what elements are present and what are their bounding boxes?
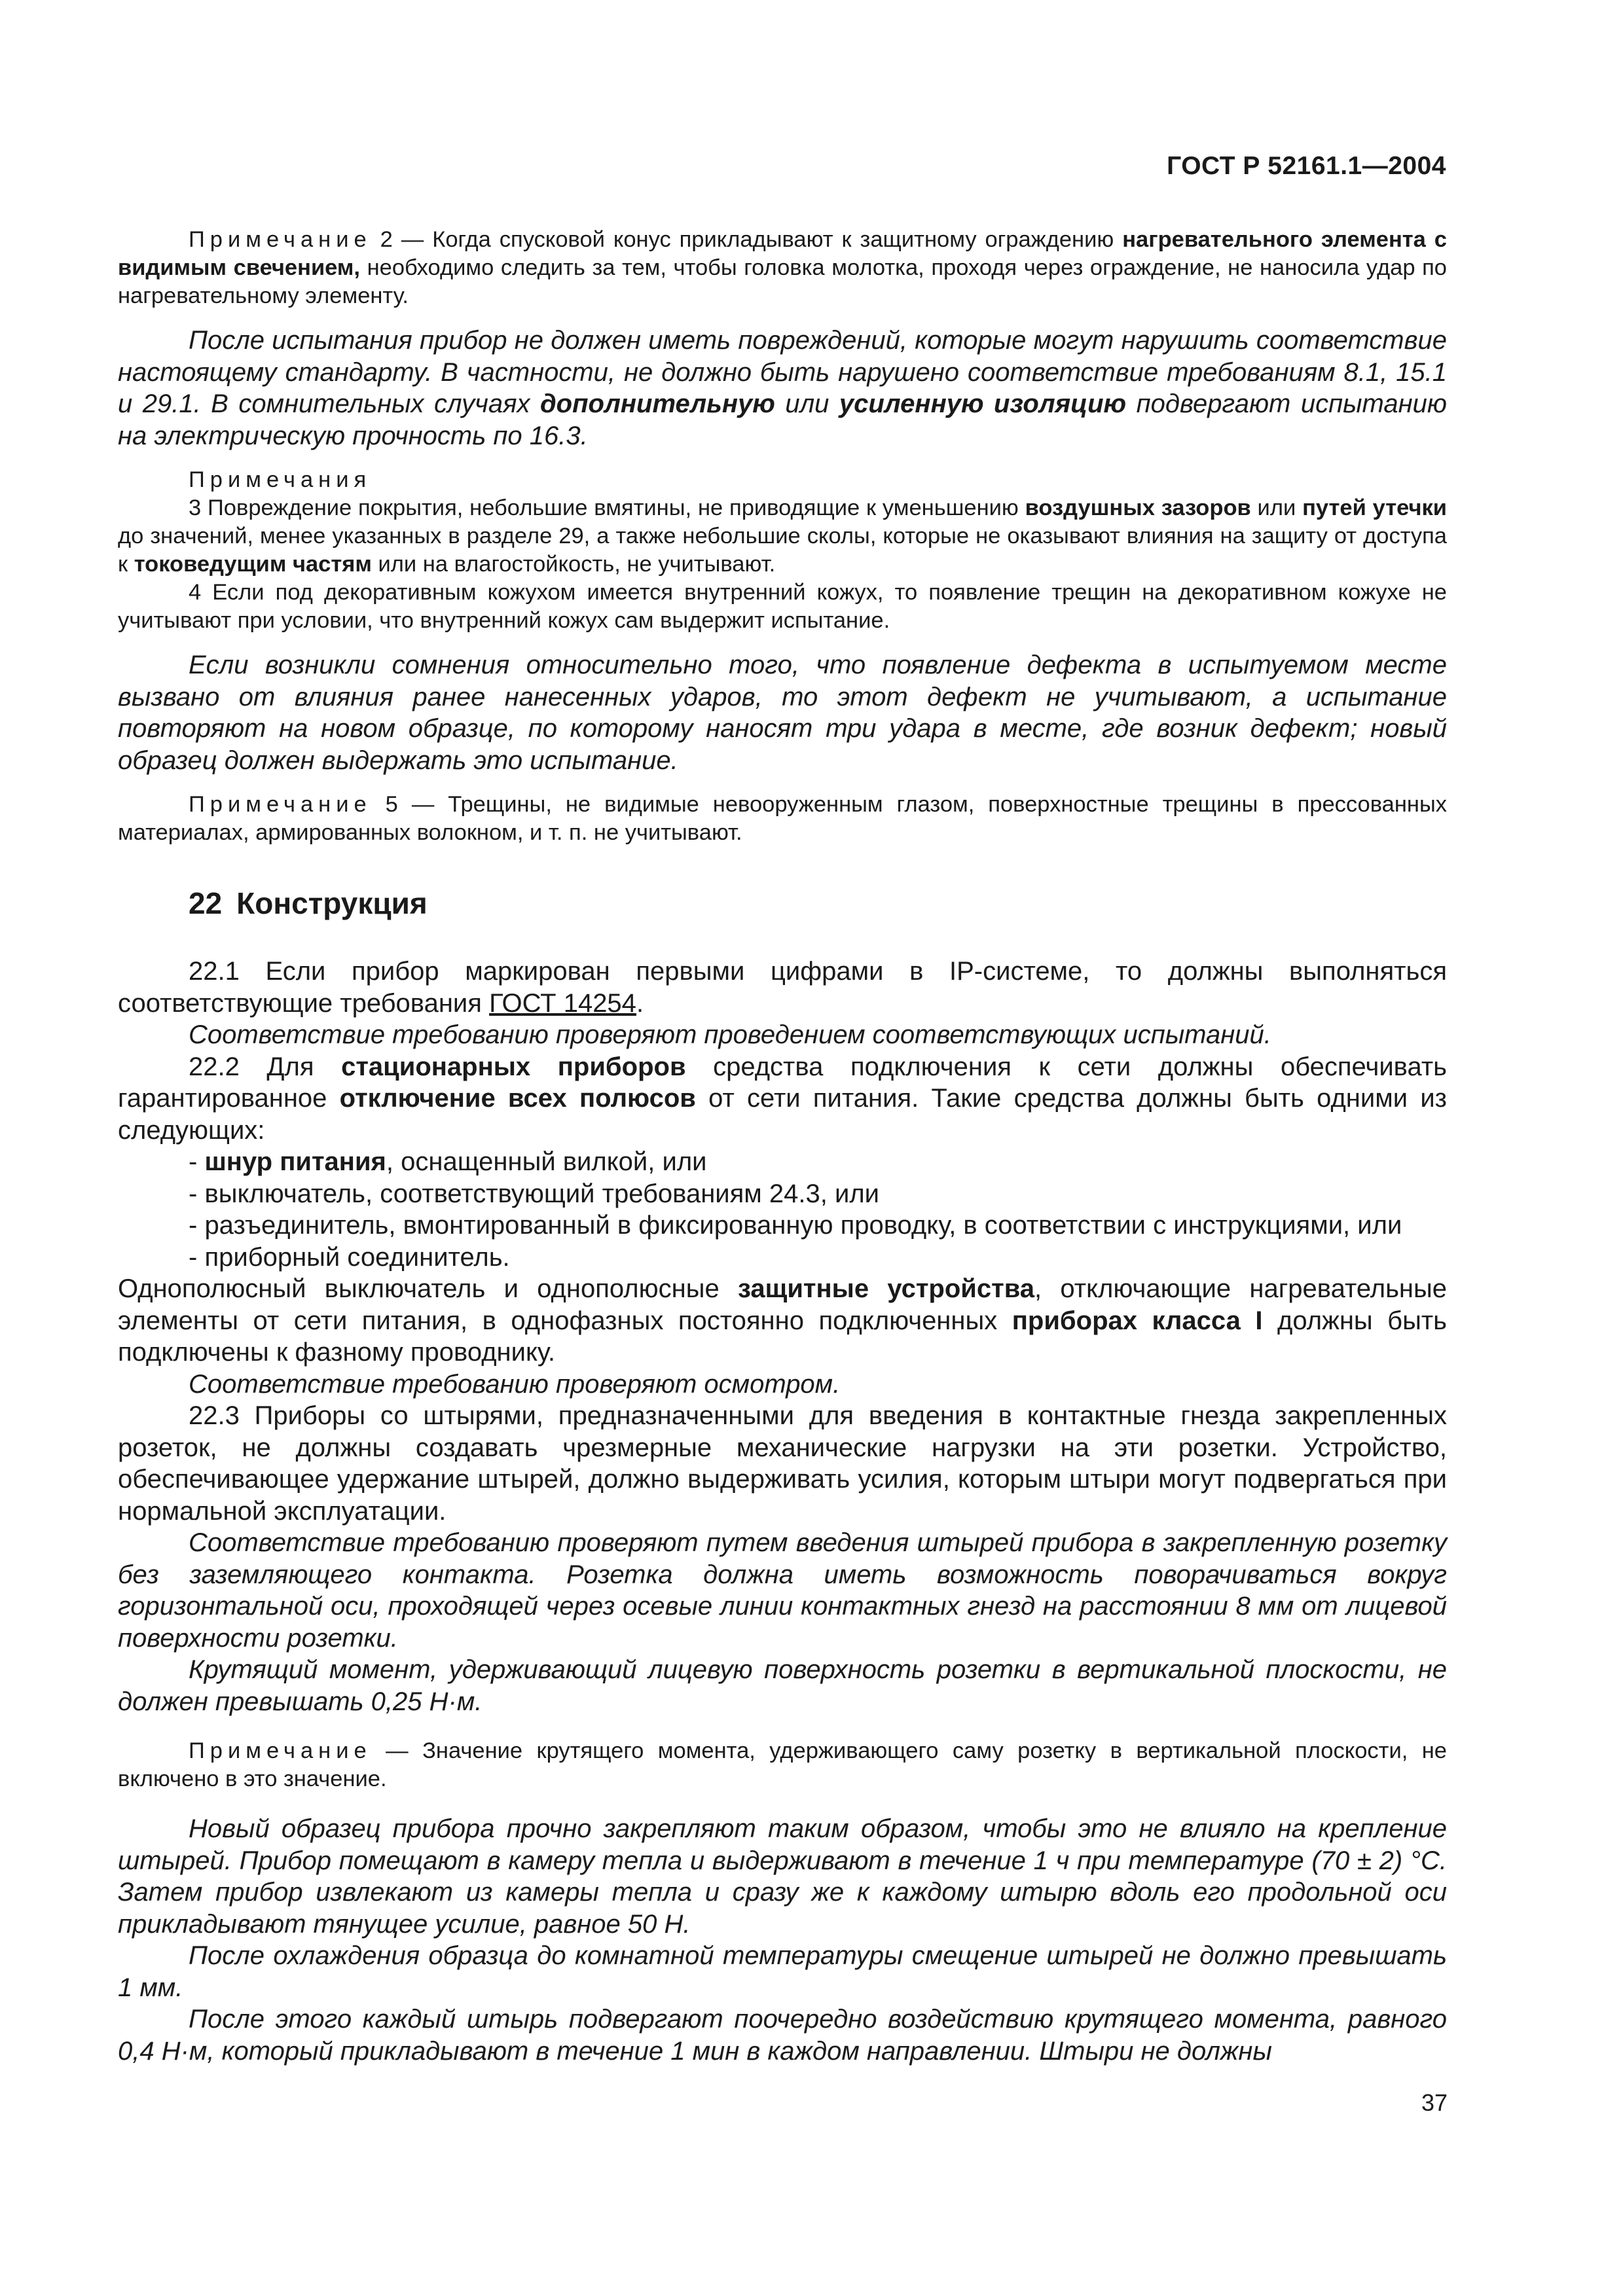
section-heading	[118, 884, 1447, 923]
section-title: Конструкция	[236, 886, 428, 920]
clause-22-1-check: Соответствие требованию проверяют проведением соответствующих испытаний.	[189, 1020, 1271, 1049]
bullet: -	[189, 1242, 205, 1272]
clause-22-3-rotation: После этого каждый штырь подвергают поочередно воздействию крутящего момента, равного 0,4 Н·м, который прикладывают в течение 1 мин в каждом направлении. Штыри не должны	[118, 2005, 1447, 2066]
notes-heading: Примечания	[189, 467, 372, 492]
paragraph-doubt: Если возникли сомнения относительно того, что появление дефекта в испытуемом месте вызвано от влияния ранее нанесенных ударов, то этот дефект не учитывают, а испытание повторяют на новом образце, по которому наносят три удара в месте, где возник дефект; новый образец должен выдержать это испытание.	[118, 651, 1447, 775]
text: приборный соединитель.	[204, 1242, 510, 1272]
note-text: — Значение крутящего момента, удерживающего саму розетку в вертикальной плоскости, не включено в это значение.	[118, 1738, 1447, 1791]
text: до значений, менее указанных в разделе 29, а также небольшие сколы, которые не оказывают влияния на защиту от доступа к	[118, 524, 1447, 577]
text: , оснащенный вилкой, или	[386, 1147, 707, 1176]
term-bold: нагревательного элемента с видимым свечением,	[118, 227, 1447, 280]
term-bold: защитные устройства	[737, 1274, 1035, 1303]
text: .	[636, 988, 644, 1018]
text: 3 Повреждение покрытия, небольшие вмятины, не приводящие к уменьшению	[189, 495, 1025, 520]
text: После испытания прибор не должен иметь повреждений, которые могут нарушить соответствие настоящему стандарту. В частности, не должно быть нарушено соответствие требованиям 8.1, 15.1 и 29.1. В сомнительных случаях	[118, 326, 1447, 418]
bullet: -	[189, 1147, 205, 1176]
list-item	[189, 1242, 1447, 1274]
list-item	[189, 1146, 1447, 1178]
page-number: 37	[1421, 2089, 1448, 2116]
paragraph-after-test	[118, 325, 1447, 452]
standard-reference-link[interactable]: ГОСТ 14254	[489, 988, 636, 1018]
list-item	[189, 1210, 1447, 1242]
clause-22-3-cooling: После охлаждения образца до комнатной температуры смещение штырей не должно превышать 1 мм.	[118, 1941, 1447, 2002]
term-bold: токоведущим частям	[134, 552, 372, 577]
notes-label	[118, 466, 1447, 494]
note-4: 4 Если под декоративным кожухом имеется внутренний кожух, то появление трещин на декоративном кожухе не учитывают при условии, что внутренний кожух сам выдержит испытание.	[118, 580, 1447, 633]
term-bold: дополнительную	[539, 389, 775, 418]
clause-22-2-para2	[118, 1273, 1447, 1369]
note-label: Примечание	[189, 227, 372, 252]
bullet: -	[189, 1179, 205, 1208]
text: или	[775, 389, 839, 418]
term-bold: усиленную изоляцию	[839, 389, 1127, 418]
note-2	[118, 226, 1447, 310]
text: 22.2 Для	[189, 1052, 342, 1081]
note-number: 2	[380, 227, 393, 252]
text: подвергают испытанию на электрическую прочность по 16.3.	[118, 389, 1447, 450]
term-bold: путей утечки	[1302, 495, 1447, 520]
clause-22-3: 22.3 Приборы со штырями, предназначенными для введения в контактные гнезда закрепленных розеток, не должны создавать чрезмерные механические нагрузки на эти розетки. Устройство, обеспечивающее удержание штырей, должно выдерживать усилия, которым штыри могут подвергаться при нормальной эксплуатации.	[118, 1401, 1447, 1526]
clause-22-2	[118, 1051, 1447, 1147]
term-bold: шнур питания	[204, 1147, 386, 1176]
term-bold: стационарных приборов	[341, 1052, 686, 1081]
note-text: 5 — Трещины, не видимые невооруженным глазом, поверхностные трещины в прессованных материалах, армированных волокном, и т. п. не учитывают.	[118, 792, 1447, 845]
text: , отключающие нагревательные элементы от сети питания, в однофазных постоянно подключенных	[118, 1274, 1448, 1335]
clause-22-3-torque: Крутящий момент, удерживающий лицевую поверхность розетки в вертикальной плоскости, не должен превышать 0,25 Н·м.	[118, 1655, 1447, 1716]
note-label: Примечание	[189, 1738, 372, 1763]
clause-22-3-check: Соответствие требованию проверяют путем введения штырей прибора в закрепленную розетку без заземляющего контакта. Розетка должна иметь возможность поворачиваться вокруг горизонтальной оси, проходящей через осевые линии контактных гнезд на расстоянии 8 мм от лицевой поверхности розетки.	[118, 1528, 1447, 1653]
text: разъединитель, вмонтированный в фиксированную проводку, в соответствии с инструкциями, или	[204, 1211, 1402, 1240]
clause-22-3-new-sample: Новый образец прибора прочно закрепляют таким образом, чтобы это не влияло на крепление штырей. Прибор помещают в камеру тепла и выдерживают в течение 1 ч при температуре (70 ± 2) °С. Затем прибор извлекают из камеры тепла и сразу же к каждому штырю вдоль его продольной оси прикладывают тянущее усилие, равное 50 Н.	[118, 1814, 1447, 1939]
text: Однополюсный выключатель и однополюсные	[118, 1274, 738, 1303]
clause-22-1	[118, 956, 1447, 1019]
bullet: -	[189, 1211, 205, 1240]
note-text: необходимо следить за тем, чтобы головка молотка, проходя через ограждение, не наносила удар по нагревательному элементу.	[118, 255, 1447, 308]
text: выключатель, соответствующий требованиям 24.3, или	[204, 1179, 880, 1208]
text: средства подключения к сети должны обеспечивать гарантированное	[118, 1052, 1447, 1113]
means-list	[118, 1146, 1447, 1273]
note-3	[118, 494, 1447, 579]
note-5	[118, 791, 1447, 847]
term-bold: отключение всех полюсов	[339, 1084, 696, 1113]
clause-22-2-check: Соответствие требованию проверяют осмотром.	[189, 1369, 841, 1399]
page-content	[118, 226, 1447, 2067]
text: от сети питания. Такие средства должны быть одними из следующих:	[118, 1084, 1447, 1145]
text: должны быть подключены к фазному проводнику.	[118, 1306, 1447, 1367]
section-number: 22	[189, 886, 223, 920]
note-text: — Когда спусковой конус прикладывают к защитному ограждению	[392, 227, 1123, 252]
term-bold: приборах класса I	[1012, 1306, 1263, 1335]
list-item	[189, 1178, 1447, 1210]
document-header: ГОСТ Р 52161.1—2004	[1167, 152, 1446, 180]
text: или на влагостойкость, не учитывают.	[371, 552, 776, 577]
note-torque	[118, 1737, 1447, 1793]
text: 22.1 Если прибор маркирован первыми цифрами в IP-системе, то должны выполняться соответствующие требования	[118, 957, 1447, 1018]
note-label: Примечание	[189, 792, 372, 817]
text: или	[1250, 495, 1303, 520]
term-bold: воздушных зазоров	[1025, 495, 1251, 520]
